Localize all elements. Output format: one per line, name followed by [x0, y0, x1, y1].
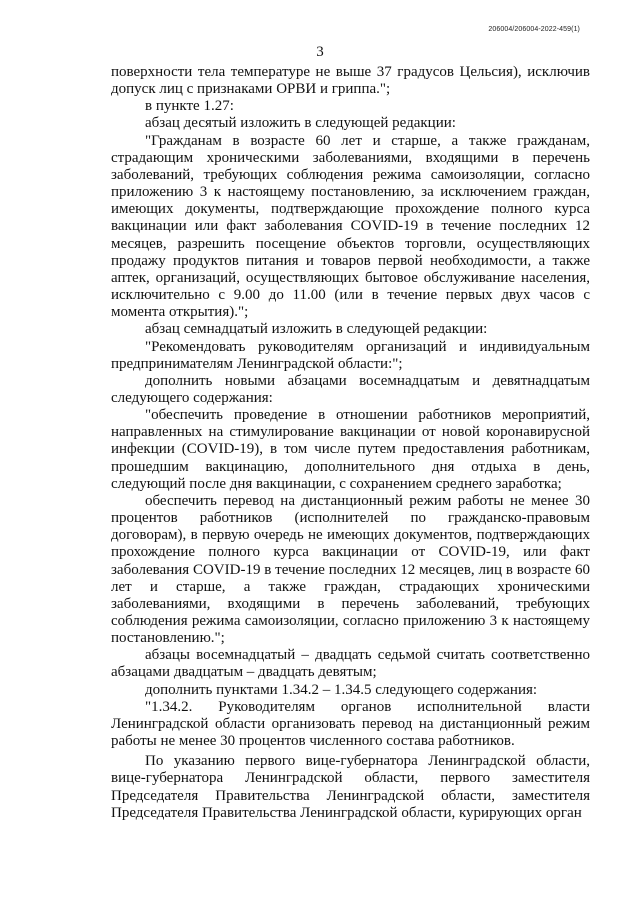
- paragraph: абзац семнадцатый изложить в следующей редакции:: [145, 321, 488, 338]
- paragraph: обеспечить перевод на дистанционный режим работы не менее 30 процентов работников (исполнителей по гражданско-правовым договорам), в первую очередь не имеющих документов, подтверждающих прохождение полного курса вакцинации от COVID-19, или факт заболевания COVID-19 в течение последних 12 месяцев, лиц в возрасте 60 лет и старше, а также граждан, страдающих хроническими заболеваниями, входящими в перечень заболеваний, требующих соблюдения режима самоизоляции, согласно приложению 3 к настоящему постановлению.";: [111, 492, 590, 647]
- paragraph: дополнить новыми абзацами восемнадцатым и девятнадцатым следующего содержания:: [111, 372, 590, 406]
- body-text: [111, 64, 590, 822]
- paragraph: "1.34.2. Руководителям органов исполнительной власти Ленинградской области организовать перевод на дистанционный режим работы не менее 30 процентов численного состава работников.: [111, 698, 590, 750]
- paragraph: "Гражданам в возрасте 60 лет и старше, а также гражданам, страдающим хроническими заболеваниями, входящими в перечень заболеваний, требующих соблюдения режима самоизоляции, согласно приложению 3 к настоящему постановлению, за исключением граждан, имеющих документы, подтверждающие прохождение полного курса вакцинации или факт заболевания COVID-19 в течение последних 12 месяцев, разрешить посещение объектов торговли, осуществляющих продажу продуктов питания и товаров первой необходимости, а также аптек, организаций, осуществляющих бытовое обслуживание населения, исключительно с 9.00 до 11.00 (или в течение первых двух часов с момента открытия).";: [111, 132, 590, 321]
- paragraph: абзац десятый изложить в следующей редакции:: [145, 115, 456, 132]
- paragraph: дополнить пунктами 1.34.2 – 1.34.5 следующего содержания:: [145, 681, 538, 698]
- paragraph: "Рекомендовать руководителям организаций и индивидуальным предпринимателям Ленинградской области:";: [111, 338, 590, 372]
- document-id: 206004/206004-2022-459(1): [488, 26, 580, 33]
- paragraph: По указанию первого вице-губернатора Ленинградской области, вице-губернатора Ленинградской области, первого заместителя Председателя Правительства Ленинградской области, заместителя Председателя Правительства Ленинградской области, курирующих орган: [111, 753, 590, 821]
- page-number: 3: [316, 44, 324, 60]
- paragraph: абзацы восемнадцатый – двадцать седьмой считать соответственно абзацами двадцатым – двадцать девятым;: [111, 647, 590, 681]
- paragraph: в пункте 1.27:: [145, 98, 234, 115]
- paragraph: "обеспечить проведение в отношении работников мероприятий, направленных на стимулирование вакцинации от новой коронавирусной инфекции (COVID-19), в том числе путем предоставления работникам, прошедшим вакцинацию, дополнительного дня отдыха в день, следующий после дня вакцинации, с сохранением среднего заработка;: [111, 407, 590, 492]
- paragraph: поверхности тела температуре не выше 37 градусов Цельсия), исключив допуск лиц с признаками ОРВИ и гриппа.";: [111, 64, 590, 98]
